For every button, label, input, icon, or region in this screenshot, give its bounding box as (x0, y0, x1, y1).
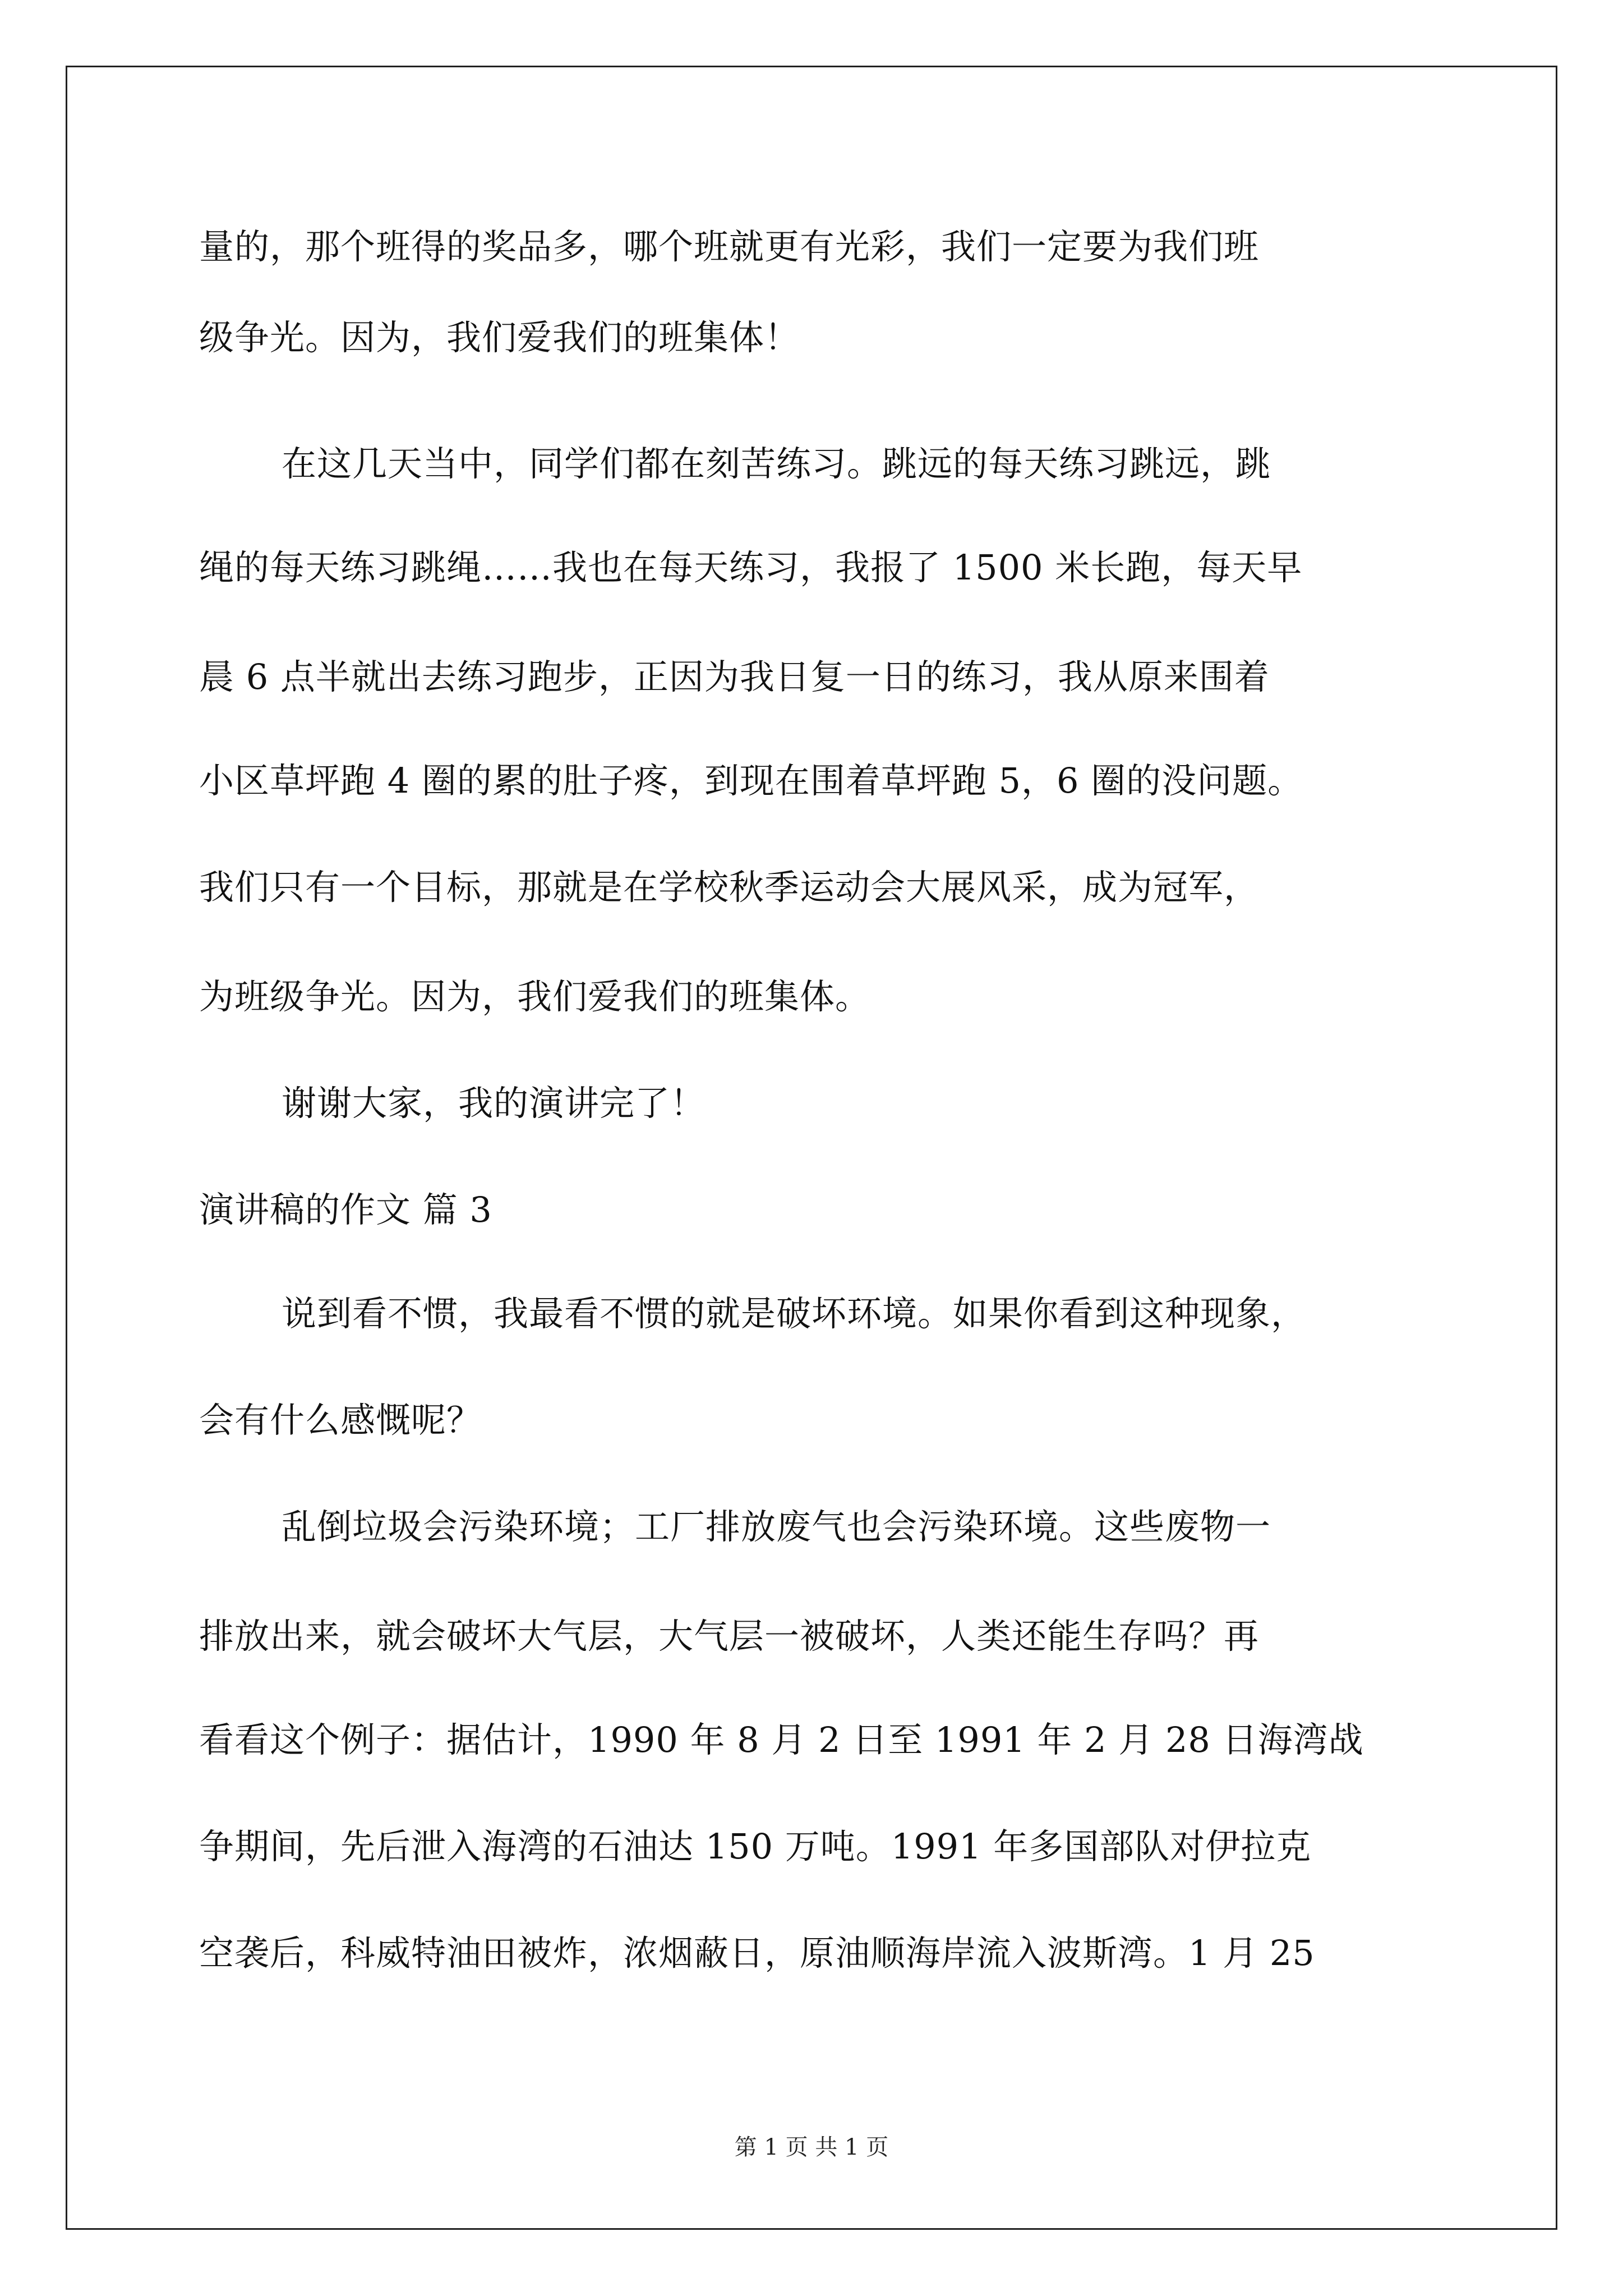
paragraph-line: 绳的每天练习跳绳……我也在每天练习，我报了 1500 米长跑，每天早 (199, 547, 1303, 588)
paragraph-line: 看看这个例子：据估计，1990 年 8 月 2 日至 1991 年 2 月 28 日海湾战 (199, 1719, 1364, 1760)
paragraph-line: 量的，那个班得的奖品多，哪个班就更有光彩，我们一定要为我们班 (199, 226, 1260, 267)
paragraph-line: 说到看不惯，我最看不惯的就是破坏环境。如果你看到这种现象， (282, 1293, 1307, 1334)
paragraph-line: 级争光。因为，我们爱我们的班集体！ (199, 317, 800, 358)
paragraph-line: 排放出来，就会破坏大气层，大气层一被破坏，人类还能生存吗？再 (199, 1616, 1260, 1657)
page-border (66, 66, 1557, 2230)
section-heading: 演讲稿的作文 篇 3 (199, 1189, 492, 1230)
paragraph-line: 在这几天当中，同学们都在刻苦练习。跳远的每天练习跳远，跳 (282, 443, 1271, 484)
page-footer: 第 1 页 共 1 页 (734, 2134, 889, 2160)
paragraph-line: 谢谢大家，我的演讲完了！ (282, 1083, 706, 1124)
paragraph-line: 会有什么感慨呢？ (199, 1400, 482, 1441)
paragraph-line: 我们只有一个目标，那就是在学校秋季运动会大展风采，成为冠军， (199, 867, 1260, 908)
paragraph-line: 空袭后，科威特油田被炸，浓烟蔽日，原油顺海岸流入波斯湾。1 月 25 (199, 1932, 1315, 1973)
paragraph-line: 为班级争光。因为，我们爱我们的班集体。 (199, 976, 871, 1017)
paragraph-line: 乱倒垃圾会污染环境；工厂排放废气也会污染环境。这些废物一 (282, 1506, 1271, 1547)
paragraph-line: 小区草坪跑 4 圈的累的肚子疼，到现在围着草坪跑 5，6 圈的没问题。 (199, 760, 1303, 801)
paragraph-line: 晨 6 点半就出去练习跑步，正因为我日复一日的练习，我从原来围着 (199, 656, 1270, 697)
paragraph-line: 争期间，先后泄入海湾的石油达 150 万吨。1991 年多国部队对伊拉克 (199, 1826, 1312, 1867)
